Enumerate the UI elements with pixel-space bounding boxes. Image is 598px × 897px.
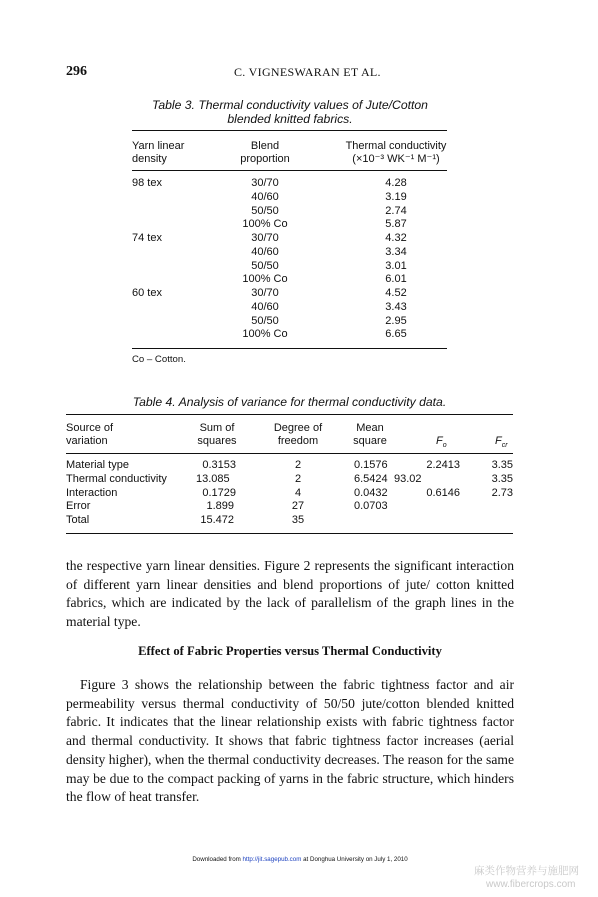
- table-4-cell-ms: 0.0432: [354, 486, 388, 499]
- table-4-cell-source: Thermal conductivity: [66, 472, 167, 485]
- table-3-cell-tc: 4.52: [385, 287, 407, 299]
- table-4-cell-df: 4: [294, 486, 302, 499]
- table-4-cell-df: 2: [294, 472, 302, 485]
- table-4-caption: Table 4. Analysis of variance for thermal conductivity data.: [132, 395, 447, 409]
- table-3-footnote: Co – Cotton.: [132, 354, 186, 365]
- body-paragraph-1: the respective yarn linear densities. Figure 2 represents the significant interaction of different yarn linear densities and blend proportions of jute/ cotton knitted fabrics, which are indicated by the lack of parallelism of the graph lines in the material type.: [66, 558, 514, 630]
- table-4-header-ms-line2: square: [353, 435, 387, 447]
- running-head: C. VIGNESWARAN ET AL.: [234, 65, 381, 79]
- table-4-cell-ss: 13.085: [196, 472, 230, 485]
- table-4-cell-fcr: 3.35: [491, 472, 513, 485]
- table-4-cell-ms: 0.0703: [354, 500, 388, 513]
- table-4-cell-ss: 0.1729: [202, 486, 236, 499]
- table-3-cell-blend: 100% Co: [242, 328, 288, 341]
- table-3-header-blend-line1: Blend: [250, 140, 280, 152]
- table-4-header-ss-line1: Sum of: [199, 422, 235, 434]
- table-4-cell-fo: 2.2413: [426, 459, 460, 471]
- table-3-caption-line1: Table 3. Thermal conductivity values of Jute/Cotton: [152, 98, 428, 112]
- table-3-bottom-rule: [132, 348, 447, 349]
- table-3-cell-blend: 30/70: [251, 287, 279, 299]
- table-3-cell-density: 74 tex: [132, 232, 162, 244]
- section-heading: Effect of Fabric Properties versus Thermal Conductivity: [138, 644, 442, 658]
- table-4-header-source-line2: variation: [66, 435, 108, 447]
- table-4-header-fo: $F_o$: [436, 435, 447, 450]
- table-4-cell-source: Error: [66, 500, 91, 513]
- table-4-cell-ss: 15.472: [200, 514, 234, 526]
- table-3-cell-tc: 4.28: [385, 177, 407, 189]
- table-3-cell-tc: 6.65: [385, 328, 407, 341]
- table-4-bottom-rule: [66, 533, 513, 534]
- table-3-cell-tc: 3.43: [385, 300, 407, 313]
- table-4-cell-df: 35: [291, 514, 305, 526]
- table-4-cell-fo: 93.02: [394, 472, 422, 485]
- table-3-header-blend-line2: proportion: [240, 153, 290, 165]
- table-3-cell-blend: 50/50: [251, 259, 279, 272]
- table-3-header-density-line2: density: [132, 153, 167, 165]
- table-3-cell-tc: 2.74: [385, 204, 407, 217]
- table-3-cell-tc: 3.01: [385, 259, 407, 272]
- table-3-cell-blend: 30/70: [251, 232, 279, 244]
- table-3-cell-tc: 2.95: [385, 314, 407, 327]
- table-3-cell-density: 60 tex: [132, 287, 162, 299]
- table-3-cell-blend: 100% Co: [242, 218, 288, 231]
- download-note: Downloaded from http://jit.sagepub.com at Donghua University on July 1, 2010: [192, 856, 408, 863]
- table-3-cell-tc: 3.19: [385, 190, 407, 203]
- table-3-cell-blend: 50/50: [251, 314, 279, 327]
- table-3-cell-tc: 3.34: [385, 245, 407, 258]
- table-3-cell-blend: 50/50: [251, 204, 279, 217]
- watermark-chinese-text: 麻类作物营养与施肥网: [474, 865, 579, 877]
- table-3-cell-blend: 30/70: [251, 177, 279, 189]
- table-3-cell-tc: 4.32: [385, 232, 407, 244]
- page-number: 296: [66, 64, 87, 79]
- table-4-cell-ms: 0.1576: [354, 459, 388, 471]
- table-3-cell-blend: 100% Co: [242, 273, 288, 286]
- table-3-cell-tc: 6.01: [385, 273, 407, 286]
- table-3-header-tc-line1: Thermal conductivity: [345, 140, 447, 152]
- table-3-header-rule: [132, 170, 447, 171]
- watermark-url: www.fibercrops.com: [486, 879, 576, 890]
- table-4-cell-df: 2: [294, 459, 302, 471]
- table-4-cell-source: Material type: [66, 459, 129, 471]
- download-link[interactable]: http://jit.sagepub.com: [242, 856, 302, 863]
- table-3-cell-blend: 40/60: [251, 190, 279, 203]
- table-3-cell-blend: 40/60: [251, 245, 279, 258]
- table-4-header-df-line1: Degree of: [273, 422, 323, 434]
- table-4-cell-fcr: 2.73: [491, 486, 513, 499]
- table-3-cell-density: 98 tex: [132, 177, 162, 189]
- table-3-cell-blend: 40/60: [251, 300, 279, 313]
- table-4-top-rule: [66, 414, 513, 415]
- table-4-cell-source: Total: [66, 514, 90, 526]
- table-3-header-density-line1: Yarn linear: [132, 140, 185, 152]
- table-3-caption-line2: blended knitted fabrics.: [227, 112, 353, 126]
- table-4-cell-fo: 0.6146: [426, 486, 460, 499]
- table-3-header-tc-line2: (×10⁻³ WK⁻¹ M⁻¹): [352, 153, 440, 165]
- table-4-cell-ss: 0.3153: [202, 459, 236, 471]
- table-4-header-df-line2: freedom: [277, 435, 319, 447]
- table-4-header-rule: [66, 453, 513, 454]
- table-4-cell-ss: 1.899: [206, 500, 234, 513]
- table-4-header-ms-line1: Mean: [356, 422, 384, 434]
- table-4-cell-ms: 6.5424: [354, 472, 388, 485]
- table-4-header-fcr: $F_{cr}$: [495, 435, 508, 450]
- body-paragraph-2: Figure 3 shows the relationship between the fabric tightness factor and air permeability versus thermal conductivity of 50/50 jute/cotton blended knitted fabric. It indicates that the linear relationship exists with fabric tightness factor and thermal conductivity. It shows that fabric tightness factor increases (aerial density higher), when the thermal conductivity decreases. The reason for the same may be due to the compact packing of yarns in the fabric structure, which hinders the flow of heat transfer.: [66, 677, 514, 805]
- table-4-cell-df: 27: [291, 500, 305, 513]
- table-4-cell-fcr: 3.35: [491, 459, 513, 471]
- table-4-cell-source: Interaction: [66, 486, 118, 499]
- table-3-cell-tc: 5.87: [385, 218, 407, 231]
- table-4-header-ss-line2: squares: [197, 435, 237, 447]
- table-4-header-source-line1: Source of: [66, 422, 114, 434]
- table-3-top-rule: [132, 130, 447, 131]
